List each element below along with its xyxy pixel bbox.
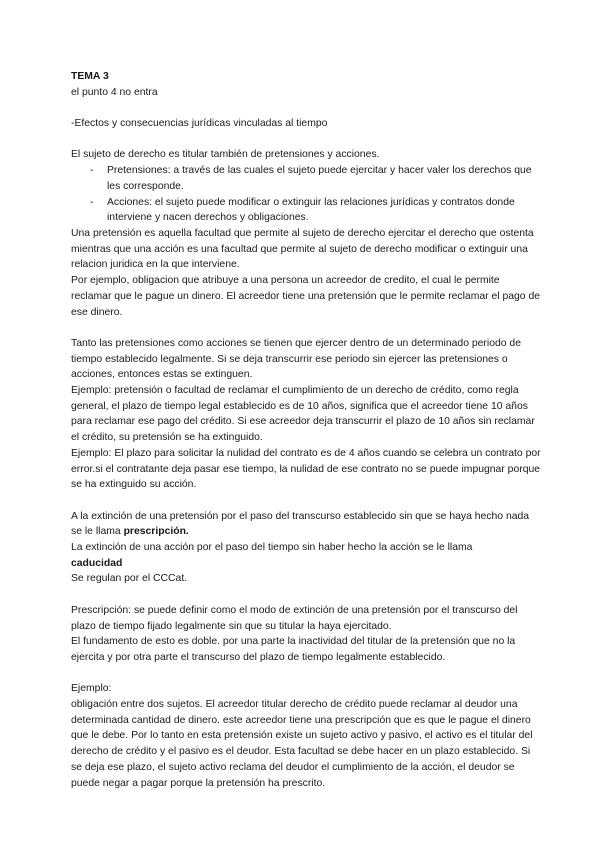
- paragraph: obligación entre dos sujetos. El acreedor titular derecho de crédito puede reclamar al deudor una determinada cantidad de dinero. este acreedor tiene una prescripción que es que le pague el dinero que le debe. Por lo tanto en esta pretensión existe un sujeto activo y pasivo, el activo es el titular del derecho de crédito y el pasivo es el deudor. Esta facultad se debe hacer en un plazo establecido. Si se deja ese plazo, el sujeto activo reclama del deudor el cumplimiento de la acción, el deudor se puede negar a pagar porque la pretensión ha prescrito.: [71, 699, 533, 789]
- paragraph: Ejemplo: pretensión o facultad de reclamar el cumplimiento de un derecho de crédito, como regla general, el plazo de tiempo legal establecido es de 10 años, significa que el acreedor tiene 10 años para reclamar ese pago del crédito. Si ese acreedor deja transcurrir el plazo de 10 años sin reclamar el crédito, su pretensión se ha extinguido.: [71, 385, 535, 444]
- caducity-text: La extinción de una acción por el paso del tiempo sin haber hecho la acción se le llama: [71, 542, 473, 554]
- paragraph: Prescripción: se puede definir como el modo de extinción de una pretensión por el transcurso del plazo de tiempo fijado legalmente sin que su titular la haya ejercitado.: [71, 604, 518, 632]
- paragraph: Tanto las pretensiones como acciones se tienen que ejercer dentro de un determinado periodo de tiempo establecido legalmente. Si se deja transcurrir ese periodo sin ejercer las pretensiones o acciones, entonces estas se extinguen.: [71, 337, 521, 381]
- intro-paragraph: El sujeto de derecho es titular también de pretensiones y acciones.: [71, 149, 380, 161]
- list-item-text: Acciones: el sujeto puede modificar o extinguir las relaciones jurídicas y contratos donde interviene y nacen derechos y obligaciones.: [107, 196, 515, 224]
- prescription-term: prescripción.: [123, 526, 189, 538]
- section-heading: -Efectos y consecuencias jurídicas vinculadas al tiempo: [71, 118, 328, 130]
- example-heading: Ejemplo:: [71, 683, 112, 695]
- dash-bullet: -: [90, 196, 94, 208]
- list-item-text: Pretensiones: a través de las cuales el sujeto puede ejercitar y hacer valer los derechos que les corresponde.: [107, 165, 532, 192]
- list-item: [71, 163, 541, 194]
- paragraph: [71, 509, 541, 540]
- document-body: [71, 69, 541, 791]
- paragraph: El fundamento de esto es doble. por una parte la inactividad del titular de la pretensión que no la ejercita y por otra parte el transcurso del plazo de tiempo legalmente establecido.: [71, 636, 516, 663]
- paragraph: Por ejemplo, obligacion que atribuye a una persona un acreedor de credito, el cual le permite reclamar que le pague un dinero. El acreedor tiene una pretensión que le permite reclamar el pago de ese dinero.: [71, 275, 541, 318]
- list-item: [71, 195, 541, 226]
- paragraph: Una pretensión es aquella facultad que permite al sujeto de derecho ejercitar el derecho que ostenta mientras que una acción es una facultad que permite al sujeto de derecho modificar o extinguir una relacion juridica en la que interviene.: [71, 228, 534, 271]
- doc-title: TEMA 3: [71, 71, 109, 82]
- prescription-text: A la extinción de una pretensión por el paso del transcurso establecido sin que se haya hecho nada se le llama: [71, 510, 530, 538]
- paragraph: Ejemplo: El plazo para solicitar la nulidad del contrato es de 4 años cuando se celebra un contrato por error.si el contratante deja pasar ese tiempo, la nulidad de ese contrato no se puede impugnar porque se ha extinguido su acción.: [71, 447, 541, 491]
- dash-bullet: -: [90, 165, 94, 177]
- paragraph: [71, 556, 541, 572]
- definitions-list: [71, 163, 541, 226]
- caducity-term: caducidad: [71, 557, 123, 569]
- doc-subtitle: el punto 4 no entra: [71, 86, 158, 98]
- paragraph: [71, 540, 541, 556]
- paragraph: Se regulan por el CCCat.: [71, 573, 188, 585]
